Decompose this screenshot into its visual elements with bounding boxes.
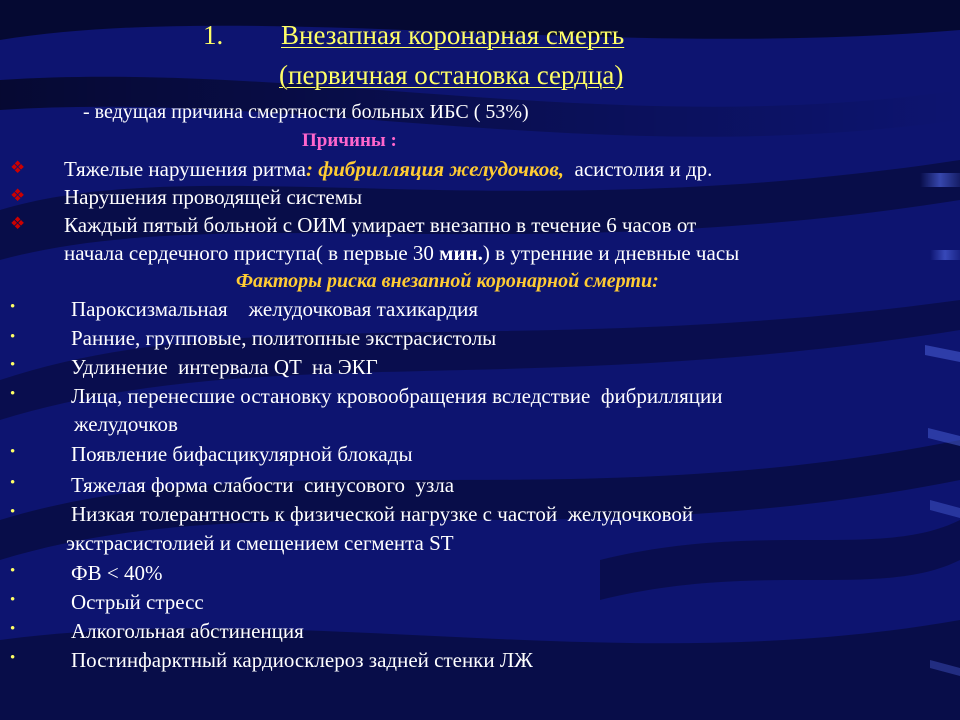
cause-item-1-prefix: Тяжелые нарушения ритма	[64, 157, 306, 181]
risk-factors-heading: Факторы риска внезапной коронарной смерти:	[236, 270, 659, 292]
cause-bullet-1: ❖	[10, 158, 26, 177]
risk-factor-8: ФВ < 40%	[71, 561, 163, 585]
risk-factor-1: Пароксизмальная желудочковая тахикардия	[71, 297, 479, 321]
cause-item-1	[64, 157, 712, 181]
risk-bullet-11: •	[10, 650, 16, 666]
risk-bullet-2: •	[10, 329, 16, 345]
risk-factor-10: Алкогольная абстиненция	[71, 619, 304, 643]
cause-item-3-cont-suffix: ) в утренние и дневные часы	[482, 241, 740, 265]
risk-factor-3: Удлинение интервала QT на ЭКГ	[71, 355, 378, 379]
cause-item-1-suffix: асистолия и др.	[564, 157, 713, 181]
risk-bullet-8: •	[10, 563, 16, 579]
title-line-2: (первичная остановка сердца)	[279, 60, 624, 90]
risk-factor-5: Появление бифасцикулярной блокады	[71, 442, 413, 466]
cause-item-3: Каждый пятый больной с ОИМ умирает внезапно в течение 6 часов от	[64, 213, 697, 237]
risk-factor-11: Постинфарктный кардиосклероз задней стенки ЛЖ	[71, 648, 533, 672]
title-number: 1.	[203, 20, 224, 50]
risk-bullet-4: •	[10, 386, 16, 402]
risk-bullet-7: •	[10, 504, 16, 520]
risk-factor-6: Тяжелая форма слабости синусового узла	[71, 473, 455, 497]
cause-item-3-continuation	[64, 241, 739, 265]
title-line-1: Внезапная коронарная смерть	[281, 20, 625, 50]
risk-bullet-10: •	[10, 621, 16, 637]
risk-factor-7-continuation: экстрасистолией и смещением сегмента ST	[66, 531, 454, 555]
risk-bullet-5: •	[10, 444, 16, 460]
risk-bullet-6: •	[10, 475, 16, 491]
cause-item-1-accent: : фибрилляция желудочков,	[305, 157, 565, 181]
risk-factor-4: Лица, перенесшие остановку кровообращения вследствие фибрилляции	[71, 384, 723, 408]
cause-bullet-3: ❖	[10, 214, 26, 233]
cause-item-3-cont-bold: мин.	[439, 241, 483, 265]
risk-bullet-3: •	[10, 357, 16, 373]
risk-bullet-1: •	[10, 299, 16, 315]
cause-item-2: Нарушения проводящей системы	[64, 185, 363, 209]
risk-factor-2: Ранние, групповые, политопные экстрасистолы	[71, 326, 497, 350]
risk-factor-4-continuation: желудочков	[74, 412, 178, 436]
cause-item-3-cont-prefix: начала сердечного приступа( в первые 30	[64, 241, 440, 265]
cause-bullet-2: ❖	[10, 186, 26, 205]
risk-bullet-9: •	[10, 592, 16, 608]
risk-factor-9: Острый стресс	[71, 590, 204, 614]
subtitle: - ведущая причина смертности больных ИБС ( 53%)	[83, 101, 529, 123]
causes-heading: Причины :	[302, 130, 397, 151]
risk-factor-7: Низкая толерантность к физической нагрузке с частой желудочковой	[71, 502, 694, 526]
